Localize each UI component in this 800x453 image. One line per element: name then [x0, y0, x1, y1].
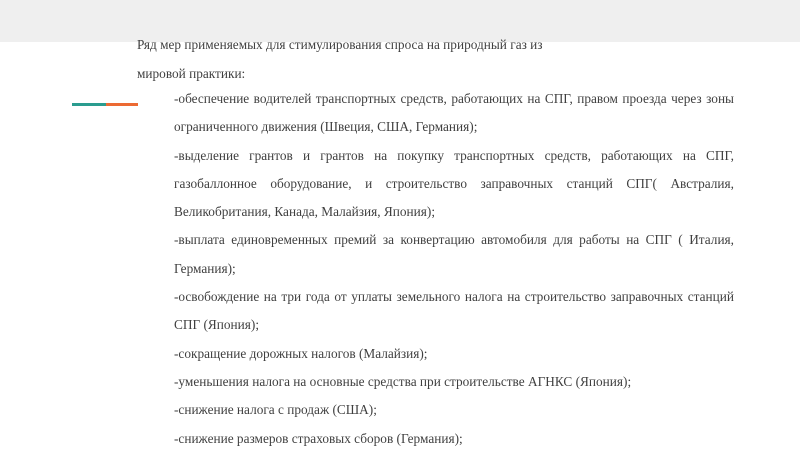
accent-teal-segment: [72, 103, 106, 106]
intro-text: [137, 30, 657, 88]
list-item: -выплата единовременных премий за конвертацию автомобиля для работы на СПГ ( Италия, Германия);: [174, 232, 734, 276]
list-item: -снижение налога с продаж (США);: [174, 402, 377, 418]
list-item: -снижение размеров страховых сборов (Германия);: [174, 430, 463, 446]
accent-orange-segment: [106, 103, 138, 106]
list-item: -обеспечение водителей транспортных средств, работающих на СПГ, правом проезда через зоны ограниченного движения (Швеция, США, Германия);: [174, 91, 734, 135]
list-item: -освобождение на три года от уплаты земельного налога на строительство заправочных станций СПГ (Япония);: [174, 289, 734, 333]
accent-line: [72, 103, 138, 106]
intro-line-1: Ряд мер применяемых для стимулирования спроса на природный газ из: [137, 37, 543, 52]
list-item: -сокращение дорожных налогов (Малайзия);: [174, 345, 428, 361]
list-item: -выделение грантов и грантов на покупку транспортных средств, работающих на СПГ, газобаллонное оборудование, и строительство заправочных станций СПГ( Австралия, Великобритания, Канада, Малайзия, Япония);: [174, 147, 734, 220]
measures-list: [174, 85, 734, 453]
list-item: -уменьшения налога на основные средства при строительстве АГНКС (Япония);: [174, 373, 632, 389]
intro-line-2: мировой практики:: [137, 66, 246, 81]
